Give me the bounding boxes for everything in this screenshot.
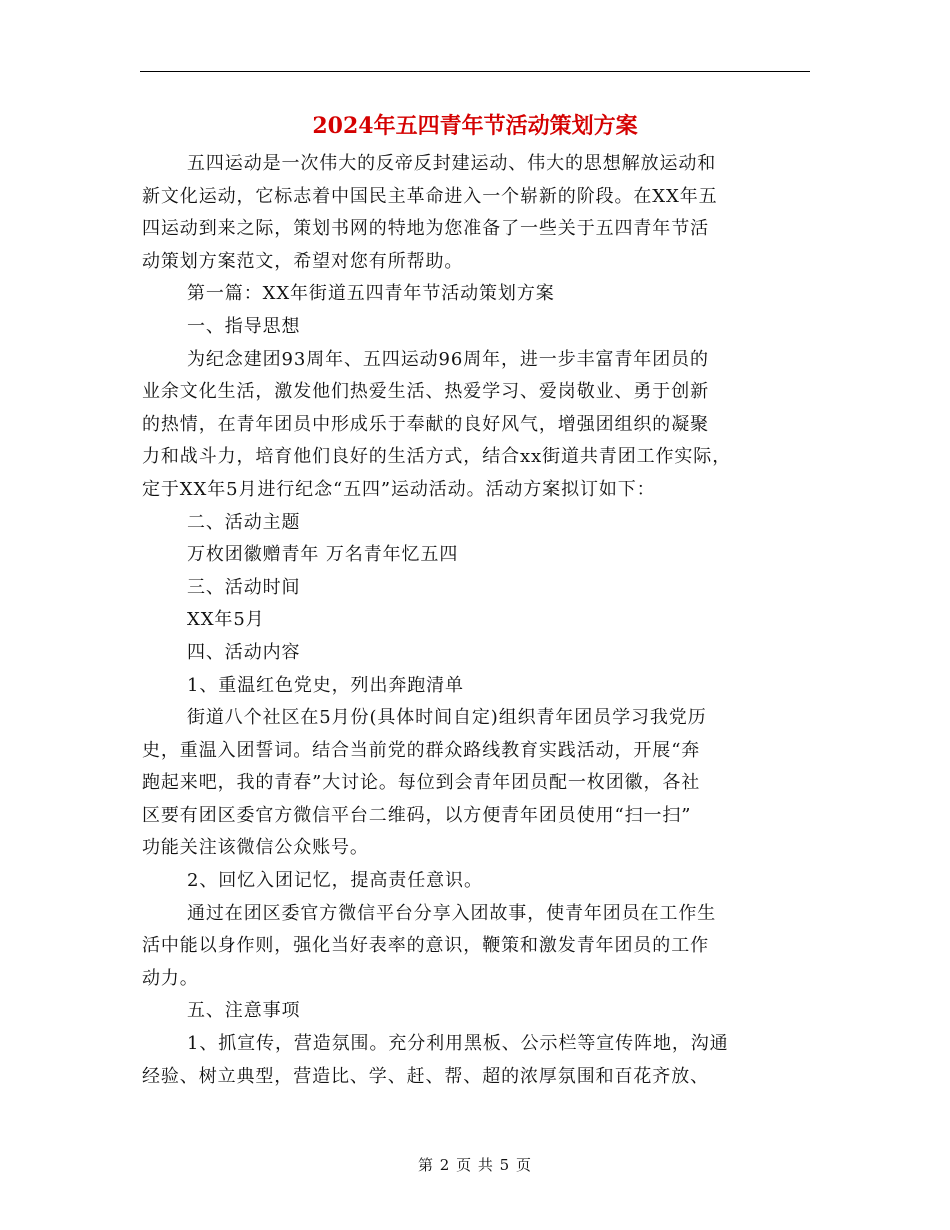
text-line: 经验、树立典型，营造比、学、赶、帮、超的浓厚氛围和百花齐放、: [142, 1065, 709, 1087]
text-line: 史，重温入团誓词。结合当前党的群众路线教育实践活动，开展“奔: [142, 739, 701, 761]
text-line: 动力。: [142, 967, 199, 989]
text-line: 一、指导思想: [187, 315, 301, 337]
text-line: 动策划方案范文，希望对您有所帮助。: [142, 250, 464, 272]
page-number-footer: 第 2 页 共 5 页: [418, 1156, 532, 1174]
text-line: 定于XX年5月进行纪念“五四”运动活动。活动方案拟订如下：: [142, 478, 656, 500]
text-line: 三、活动时间: [187, 576, 301, 598]
text-line: 万枚团徽赠青年 万名青年忆五四: [187, 544, 459, 566]
text-line: 区要有团区委官方微信平台二维码，以方便青年团员使用“扫一扫”: [142, 804, 692, 826]
text-line: 第一篇：XX年街道五四青年节活动策划方案: [187, 283, 555, 305]
text-line: 五、注意事项: [187, 1000, 301, 1022]
text-line: 为纪念建团93周年、五四运动96周年，进一步丰富青年团员的: [187, 348, 709, 370]
text-line: 1、重温红色党史，列出奔跑清单: [187, 674, 464, 696]
text-line: 五四运动是一次伟大的反帝反封建运动、伟大的思想解放运动和: [187, 153, 717, 174]
header-rule: [140, 71, 810, 72]
text-line: 街道八个社区在5月份(具体时间自定)组织青年团员学习我党历: [187, 707, 707, 729]
text-line: 通过在团区委官方微信平台分享入团故事，使青年团员在工作生: [187, 902, 717, 924]
document-title: 2024年五四青年节活动策划方案: [312, 113, 638, 139]
text-line: XX年5月: [187, 609, 265, 631]
text-line: 功能关注该微信公众账号。: [142, 837, 369, 859]
text-line: 跑起来吧，我的青春”大讨论。每位到会青年团员配一枚团徽，各社: [142, 772, 701, 794]
document-body: [142, 148, 812, 1093]
text-line: 2、回忆入团记忆，提高责任意识。: [187, 870, 483, 892]
text-line: 二、活动主题: [187, 511, 301, 533]
text-line: 1、抓宣传，营造氛围。充分利用黑板、公示栏等宣传阵地，沟通: [187, 1033, 729, 1055]
text-line: 新文化运动，它标志着中国民主革命进入一个崭新的阶段。在XX年五: [142, 185, 718, 207]
text-line: 四运动到来之际，策划书网的特地为您准备了一些关于五四青年节活: [142, 218, 709, 240]
text-line: 力和战斗力，培育他们良好的生活方式，结合xx街道共青团工作实际，: [142, 446, 732, 468]
text-line: 四、活动内容: [187, 641, 301, 663]
text-line: 的热情，在青年团员中形成乐于奉献的良好风气，增强团组织的凝聚: [142, 413, 709, 435]
text-line: 活中能以身作则，强化当好表率的意识，鞭策和激发青年团员的工作: [142, 935, 709, 957]
text-line: 业余文化生活，激发他们热爱生活、热爱学习、爱岗敬业、勇于创新: [142, 381, 709, 403]
